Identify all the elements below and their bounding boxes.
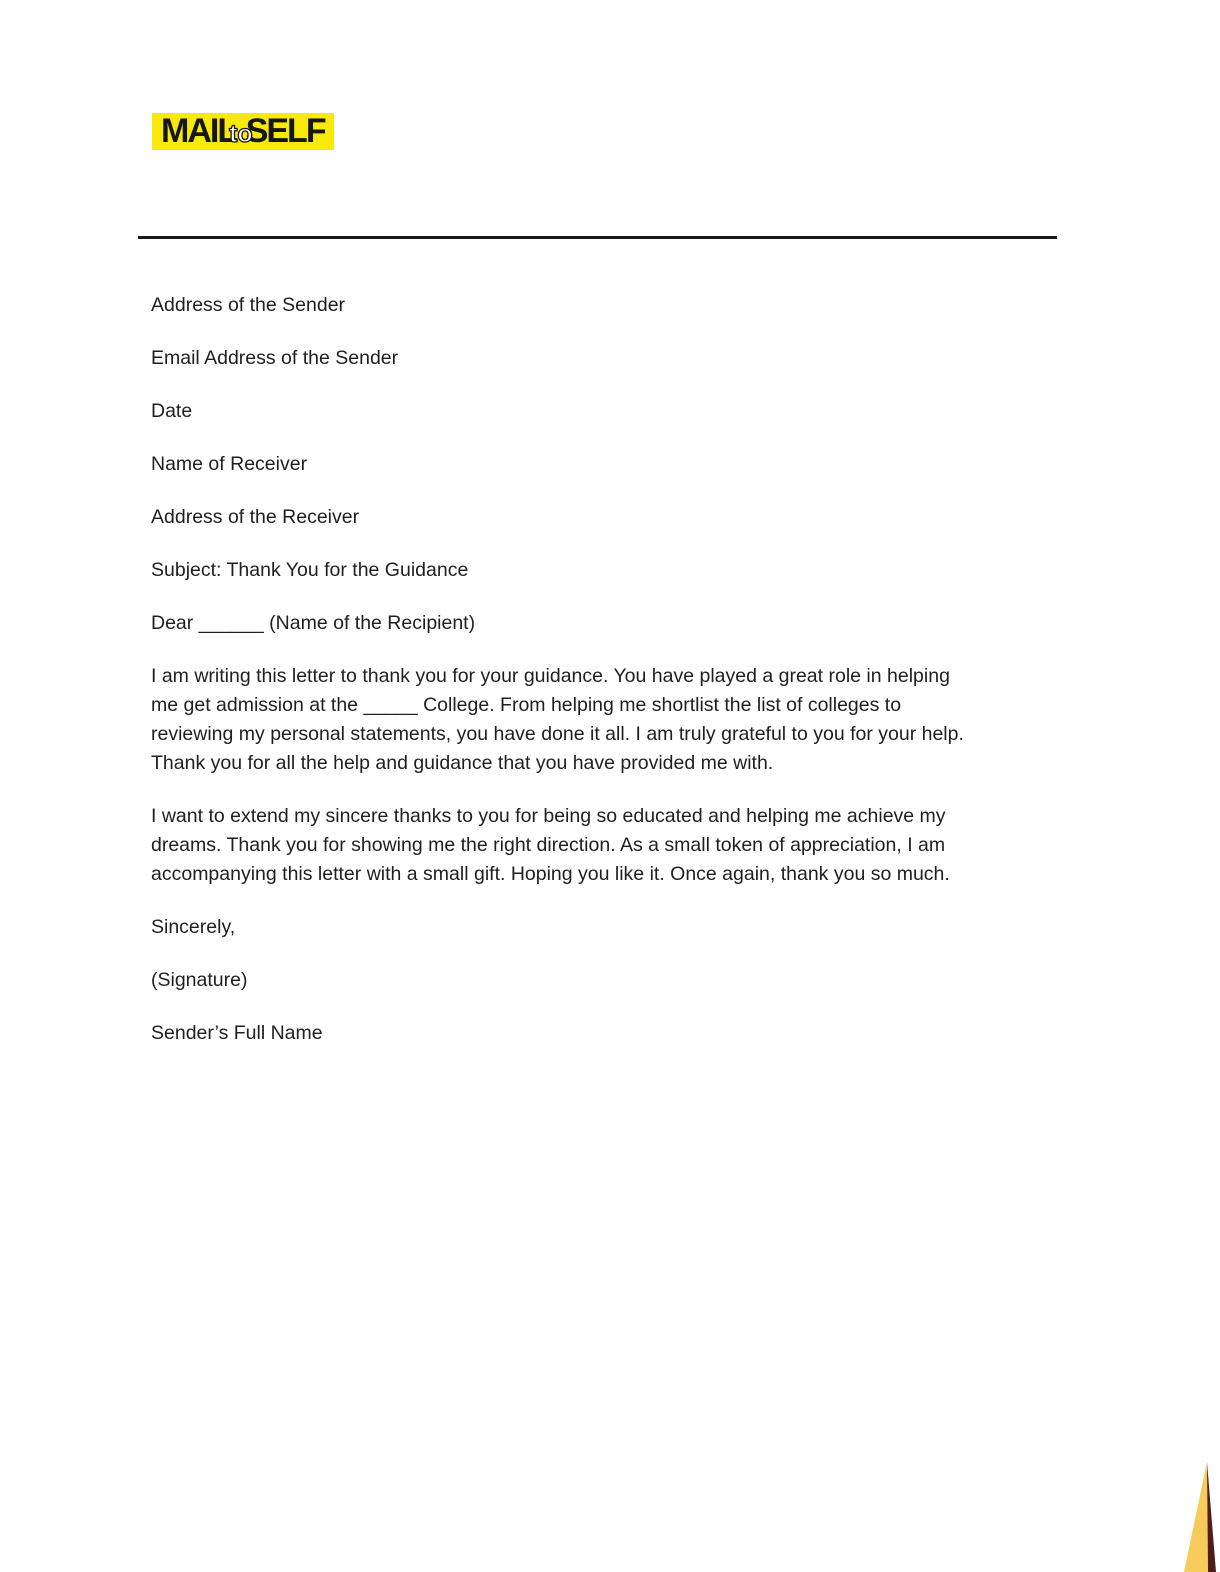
paragraph-1-line-1: I am writing this letter to thank you for your guidance. You have played a great role in helping <box>151 665 950 687</box>
sender-address-line: Address of the Sender <box>151 294 346 316</box>
corner-ribbon-yellow <box>1184 1462 1208 1572</box>
sender-full-name-line: Sender’s Full Name <box>151 1022 323 1044</box>
letter-body <box>151 291 1056 1072</box>
mail-to-self-logo <box>152 113 334 150</box>
receiver-address-line: Address of the Receiver <box>151 506 360 528</box>
corner-ribbon-maroon <box>1207 1462 1216 1572</box>
paragraph-1-line-3: reviewing my personal statements, you have done it all. I am truly grateful to you for your help. <box>151 723 964 745</box>
sender-email-line: Email Address of the Sender <box>151 347 399 369</box>
body-paragraph-1 <box>151 662 1056 778</box>
subject-line: Subject: Thank You for the Guidance <box>151 559 469 581</box>
logo-word-self: SELF <box>245 111 325 150</box>
paragraph-1-line-2: me get admission at the _____ College. From helping me shortlist the list of colleges to <box>151 694 902 716</box>
logo-word-to: to <box>229 120 253 148</box>
letterhead-divider <box>138 236 1057 239</box>
receiver-name-line: Name of Receiver <box>151 453 308 475</box>
date-line: Date <box>151 400 193 422</box>
paragraph-1-line-4: Thank you for all the help and guidance that you have provided me with. <box>151 752 774 774</box>
logo-word-mail: MAIL <box>161 111 237 150</box>
paragraph-2-line-2: dreams. Thank you for showing me the right direction. As a small token of appreciation, I am <box>151 834 946 856</box>
signature-placeholder-line: (Signature) <box>151 969 248 991</box>
closing-line: Sincerely, <box>151 916 236 938</box>
body-paragraph-2 <box>151 802 1056 889</box>
paragraph-2-line-3: accompanying this letter with a small gift. Hoping you like it. Once again, thank you so much. <box>151 863 950 885</box>
corner-ribbon-decoration <box>1180 1460 1220 1572</box>
salutation-line: Dear ______ (Name of the Recipient) <box>151 612 476 634</box>
paragraph-2-line-1: I want to extend my sincere thanks to you for being so educated and helping me achieve my <box>151 805 946 827</box>
